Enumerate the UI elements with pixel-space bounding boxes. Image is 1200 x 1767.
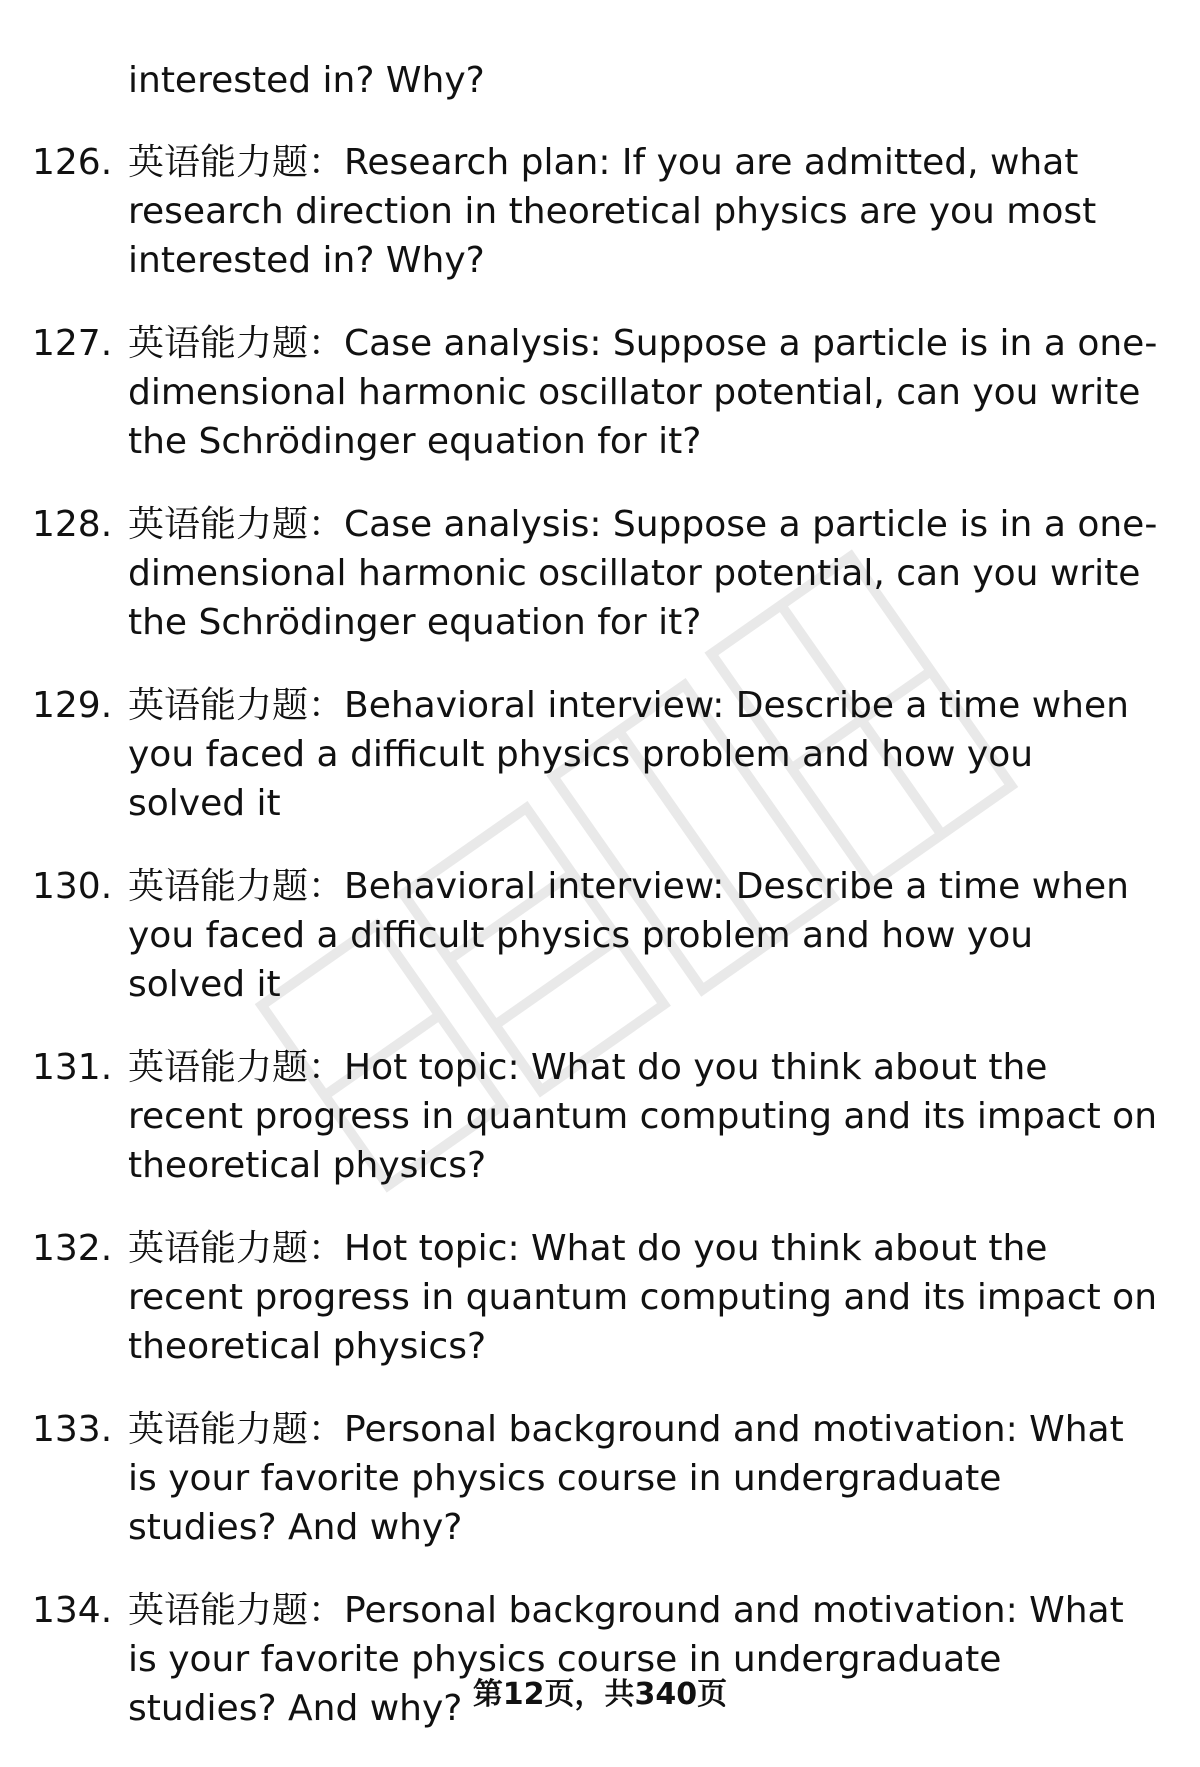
question-text: Research plan: If you are admitted, what research direction in theoretical physics are you most interested in? Why? <box>128 142 1097 281</box>
question-number: 126. <box>32 142 113 183</box>
question-body <box>128 138 1158 285</box>
question-item <box>0 138 1200 285</box>
question-category: 英语能力题： <box>128 1590 345 1631</box>
question-text: Personal background and motivation: What is your favorite physics course in undergraduate studies? And why? <box>128 1590 1124 1729</box>
question-text: Case analysis: Suppose a particle is in a one-dimensional harmonic oscillator potential, can you write the Schrödinger equation for it? <box>128 323 1158 462</box>
question-category: 英语能力题： <box>128 142 345 183</box>
question-text: Behavioral interview: Describe a time when you faced a difficult physics problem and how you solved it <box>128 866 1129 1005</box>
question-body <box>128 319 1158 466</box>
question-body <box>128 1043 1158 1190</box>
question-item <box>0 681 1200 828</box>
question-category: 英语能力题： <box>128 866 345 907</box>
question-body <box>128 500 1158 647</box>
question-body <box>128 1224 1158 1371</box>
question-number: 128. <box>32 504 113 545</box>
question-text: Personal background and motivation: What is your favorite physics course in undergraduate studies? And why? <box>128 1409 1124 1548</box>
question-item <box>0 1224 1200 1371</box>
question-text: Case analysis: Suppose a particle is in a one-dimensional harmonic oscillator potential, can you write the Schrödinger equation for it? <box>128 504 1158 643</box>
question-item <box>0 319 1200 466</box>
question-item <box>0 1043 1200 1190</box>
question-body <box>128 862 1158 1009</box>
question-category: 英语能力题： <box>128 1228 345 1269</box>
question-number: 130. <box>32 866 113 907</box>
question-category: 英语能力题： <box>128 685 345 726</box>
question-category: 英语能力题： <box>128 1409 345 1450</box>
question-body <box>128 1405 1158 1552</box>
question-category: 英语能力题： <box>128 1047 345 1088</box>
question-number: 132. <box>32 1228 113 1269</box>
question-text: Behavioral interview: Describe a time when you faced a difficult physics problem and how you solved it <box>128 685 1129 824</box>
question-body <box>128 681 1158 828</box>
question-number: 131. <box>32 1047 113 1088</box>
question-number: 127. <box>32 323 113 364</box>
question-number: 134. <box>32 1590 113 1631</box>
question-text: Hot topic: What do you think about the recent progress in quantum computing and its impact on theoretical physics? <box>128 1047 1158 1186</box>
continuation-text: interested in? Why? <box>128 60 485 101</box>
page-number-footer: 第12页，共340页 <box>472 1677 728 1712</box>
question-item <box>0 500 1200 647</box>
question-item <box>0 1405 1200 1552</box>
question-item <box>0 862 1200 1009</box>
question-category: 英语能力题： <box>128 504 345 545</box>
question-category: 英语能力题： <box>128 323 345 364</box>
question-text: Hot topic: What do you think about the recent progress in quantum computing and its impact on theoretical physics? <box>128 1228 1158 1367</box>
question-list <box>0 138 1200 1767</box>
question-number: 129. <box>32 685 113 726</box>
question-number: 133. <box>32 1409 113 1450</box>
